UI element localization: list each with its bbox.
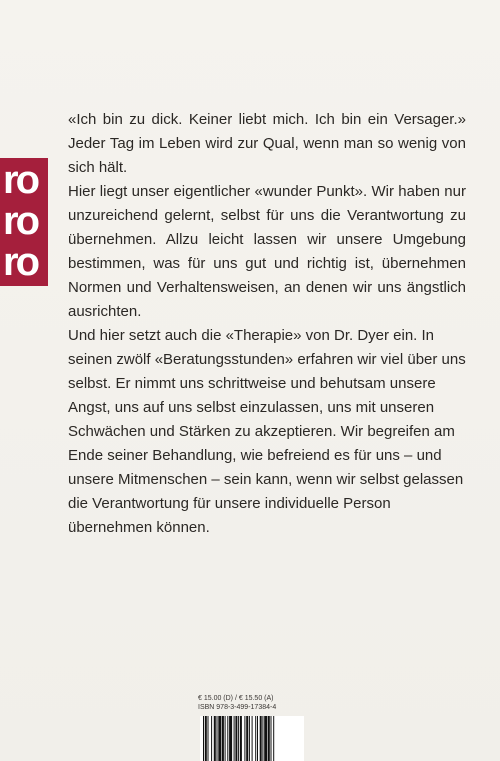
barcode-bar: [252, 716, 253, 761]
price-isbn-block: [198, 694, 308, 712]
price-label: € 15.00 (D) / € 15.50 (A): [198, 695, 274, 702]
barcode-graphic: [200, 716, 304, 761]
barcode-bar: [238, 716, 239, 761]
barcode-bar: [225, 716, 226, 761]
barcode-bar: [214, 716, 216, 761]
barcode-bar: [255, 716, 256, 761]
barcode-bar: [240, 716, 242, 761]
barcode-bar: [260, 716, 262, 761]
rororo-logo: [0, 158, 48, 286]
barcode-bar: [222, 716, 224, 761]
logo-text-line: ro: [3, 199, 37, 243]
barcode-bar: [203, 716, 204, 761]
barcode-bar: [262, 716, 263, 761]
barcode: [200, 716, 304, 761]
barcode-bar: [268, 716, 270, 761]
logo-text-line: ro: [3, 158, 37, 202]
barcode-bar: [273, 716, 274, 761]
blurb-paragraph: Und hier setzt auch die «Therapie» von Dr. Dyer ein. In seinen zwölf «Beratungsstunden» erfahren wir viel über uns selbst. Er nimmt uns schrittweise und behutsam unsere Angst, uns auf uns selbst einzulassen, uns mit unseren Schwächen und Stärken zu akzeptieren. Wir begreifen am Ende seiner Behandlung, wie befreiend es für uns – und unsere Mitmenschen – sein kann, wenn wir selbst gelassen die Verantwortung für unsere individuelle Person übernehmen können.: [68, 327, 466, 536]
barcode-bar: [246, 716, 248, 761]
barcode-bar: [249, 716, 250, 761]
blurb-text: [68, 108, 466, 540]
barcode-bar: [235, 716, 237, 761]
barcode-bar: [205, 716, 207, 761]
blurb-paragraph: Hier liegt unser eigentlicher «wunder Punkt». Wir haben nur unzureichend gelernt, selbst für uns die Verantwortung zu übernehmen. Allzu leicht lassen wir unsere Umgebung bestimmen, was für uns gut und richtig ist, übernehmen Normen und Verhaltensweisen, an denen wir uns ängstlich ausrichten.: [68, 183, 466, 320]
barcode-bar: [217, 716, 218, 761]
barcode-bar: [257, 716, 258, 761]
isbn-label: ISBN 978-3-499-17384-4: [198, 704, 277, 711]
barcode-bar: [264, 716, 267, 761]
barcode-bar: [211, 716, 212, 761]
barcode-bar: [244, 716, 245, 761]
barcode-bar: [227, 716, 228, 761]
barcode-bar: [234, 716, 235, 761]
barcode-bar: [229, 716, 232, 761]
barcode-bar: [208, 716, 209, 761]
barcode-bar: [271, 716, 272, 761]
logo-text-line: ro: [3, 240, 37, 284]
blurb-paragraph: «Ich bin zu dick. Keiner liebt mich. Ich bin ein Versager.» Jeder Tag im Leben wird zur Qual, wenn man so wenig von sich hält.: [68, 111, 466, 176]
barcode-bar: [218, 716, 221, 761]
